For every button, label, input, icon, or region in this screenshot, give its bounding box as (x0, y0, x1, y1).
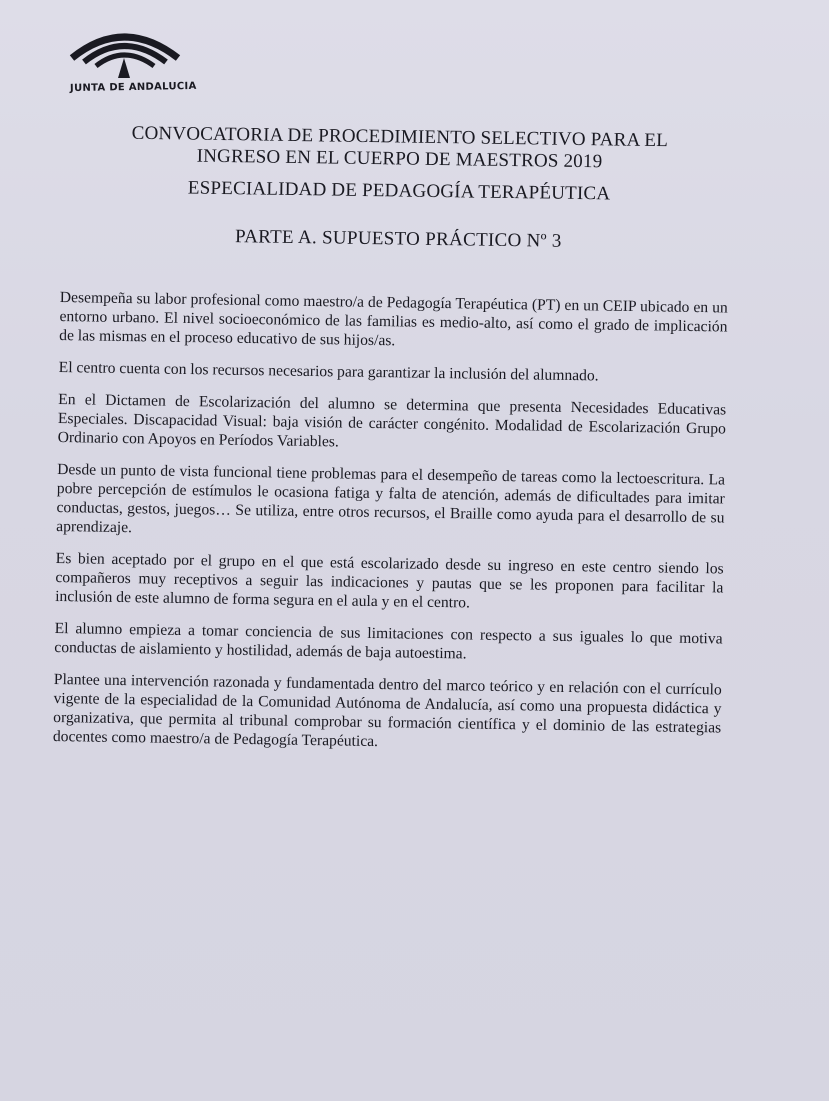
arches-icon (66, 22, 186, 84)
part-heading: PARTE A. SUPUESTO PRÁCTICO Nº 3 (234, 226, 562, 252)
document-body (53, 288, 728, 769)
paragraph: Es bien aceptado por el grupo en el que está escolarizado desde su ingreso en este centro siendo los compañeros muy receptivos a seguir las indicaciones y pautas que se les proponen para facilitar la inclusión de este alumno de forma segura en el aula y en el centro. (55, 549, 724, 612)
paragraph: Desde un punto de vista funcional tiene problemas para el desempeño de tareas como la lectoescritura. La pobre percepción de estímulos le ocasiona fatiga y falta de atención, además de dificultades para imitar conductas, gestos, juegos… Se utiliza, entre otros recursos, el Braille como ayuda para el desarrollo de su aprendizaje. (56, 460, 726, 537)
paragraph: El alumno empieza a tomar conciencia de sus limitaciones con respecto a sus iguales lo que motiva conductas de aislamiento y hostilidad, además de baja autoestima. (54, 619, 723, 663)
logo-text: JUNTA DE ANDALUCIA (69, 80, 197, 95)
junta-de-andalucia-logo (66, 22, 197, 102)
title-line-1: CONVOCATORIA DE PROCEDIMIENTO SELECTIVO PARA EL (131, 122, 669, 152)
paragraph: En el Dictamen de Escolarización del alumno se determina que presenta Necesidades Educativas Especiales. Discapacidad Visual: baja visión de carácter congénito. Modalidad de Escolarización Grupo Ordinario con Apoyos en Períodos Variables. (57, 390, 727, 451)
paragraph: Desempeña su labor profesional como maestro/a de Pedagogía Terapéutica (PT) en un CEIP ubicado en un entorno urbano. El nivel socioeconómico de las familias es medio-alto, así como el grado de implicación de las mismas en el proceso educativo de sus hijos/as. (59, 288, 728, 350)
specialty-subtitle: ESPECIALIDAD DE PEDAGOGÍA TERAPÉUTICA (187, 177, 611, 205)
paragraph: El centro cuenta con los recursos necesarios para garantizar la inclusión del alumnado. (58, 358, 599, 385)
title-line-2: INGRESO EN EL CUERPO DE MAESTROS 2019 (196, 145, 603, 173)
paragraph: Plantee una intervención razonada y fundamentada dentro del marco teórico y en relación con el currículo vigente de la especialidad de la Comunidad Autónoma de Andalucía, así como una propuesta didáctica y organizativa, que permita al tribunal comprobar su formación científica y el dominio de las estrategias docentes como maestro/a de Pedagogía Terapéutica. (52, 670, 722, 751)
document-header (78, 122, 720, 255)
